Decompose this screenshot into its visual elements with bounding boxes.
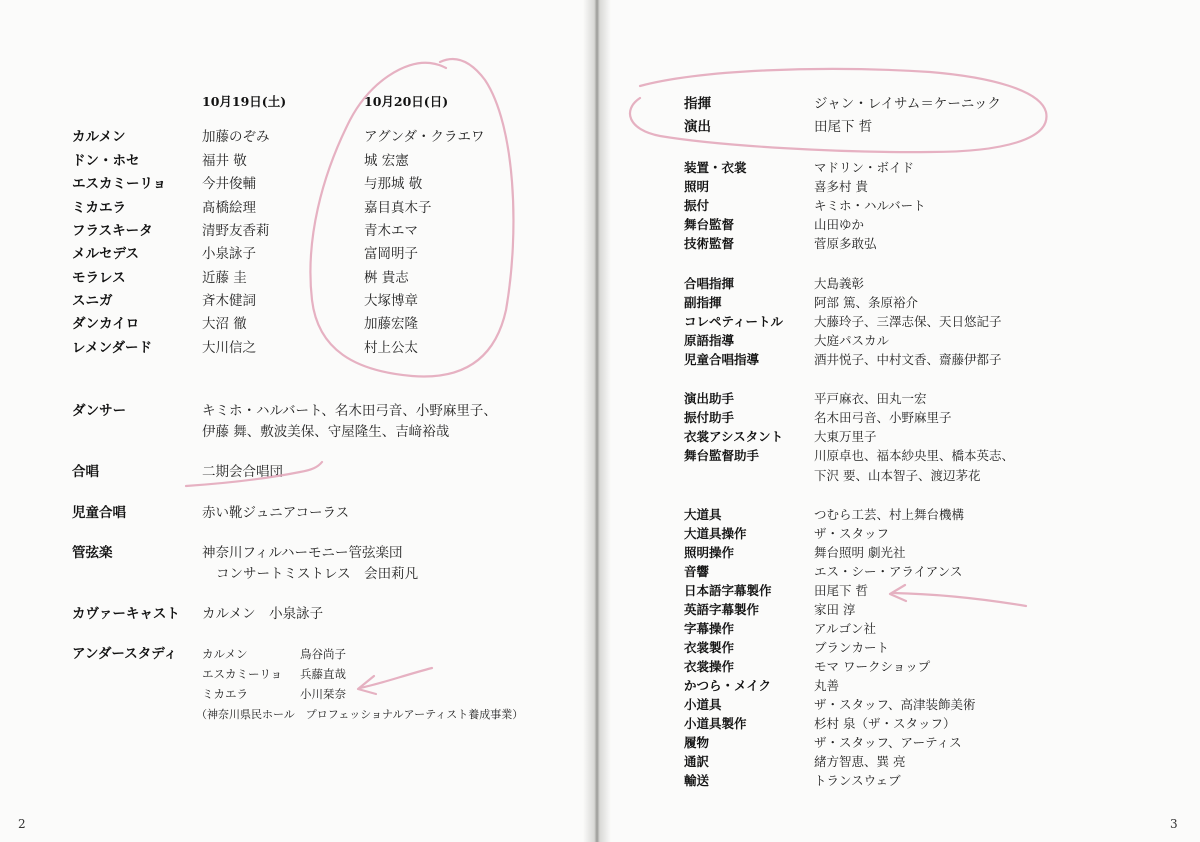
credit-role: 衣裳操作 xyxy=(684,659,735,674)
cast-day1-name: 加藤のぞみ xyxy=(202,129,270,145)
credit-role: 振付 xyxy=(684,198,710,213)
credit-role: 小道具 xyxy=(684,697,722,712)
credit-role: 舞台監督 xyxy=(684,217,735,232)
credit-role: 小道具製作 xyxy=(684,716,747,731)
credit-name: 酒井悦子、中村文香、齋藤伊都子 xyxy=(814,352,1002,367)
credit-name: 緒方智恵、巽 亮 xyxy=(814,754,906,769)
chorus-value: 二期会合唱団 xyxy=(202,464,283,480)
credit-role: 日本語字幕製作 xyxy=(684,583,772,598)
understudy-note: （神奈川県民ホール プロフェッショナルアーティスト養成事業） xyxy=(196,708,524,721)
cast-role: エスカミーリョ xyxy=(72,176,167,192)
cast-role: ダンカイロ xyxy=(72,316,140,332)
cast-role: フラスキータ xyxy=(72,223,153,239)
orchestra-line2: コンサートミストレス 会田莉凡 xyxy=(216,566,419,582)
credit-name: 下沢 要、山本智子、渡辺茅花 xyxy=(814,468,981,483)
orchestra-line1: 神奈川フィルハーモニー管弦楽団 xyxy=(202,545,403,561)
credit-role: 技術監督 xyxy=(684,236,735,251)
cast-day1-name: 大沼 徹 xyxy=(202,316,247,332)
date-day2: 10月20日(日) xyxy=(364,94,449,109)
cast-day2-name: アグンダ・クラエワ xyxy=(364,129,485,145)
credit-role: 照明 xyxy=(684,179,710,194)
credit-name: 舞台照明 劇光社 xyxy=(814,545,906,560)
credit-name: 大庭パスカル xyxy=(814,333,890,348)
credit-name: 丸善 xyxy=(814,678,840,693)
credit-role: 合唱指揮 xyxy=(684,276,735,291)
credit-role: 輸送 xyxy=(684,773,710,788)
understudy-role: エスカミーリョ xyxy=(202,667,283,681)
cast-day1-name: 近藤 圭 xyxy=(202,270,247,286)
credit-name: キミホ・ハルバート xyxy=(814,198,926,213)
credit-name: 菅原多敢弘 xyxy=(814,236,877,251)
credit-role: かつら・メイク xyxy=(684,678,772,693)
cast-role: レメンダード xyxy=(72,340,153,356)
cast-day2-name: 城 宏憲 xyxy=(364,153,409,169)
cast-role: スニガ xyxy=(72,293,113,309)
credit-name: 田尾下 哲 xyxy=(814,119,873,135)
credit-role: 大道具操作 xyxy=(684,526,747,541)
credit-name: トランスウェブ xyxy=(814,773,901,788)
page-number-left: 2 xyxy=(18,817,26,831)
cast-day2-name: 嘉目真木子 xyxy=(364,200,432,216)
cast-day2-name: 桝 貴志 xyxy=(364,270,409,286)
cast-day2-name: 村上公太 xyxy=(364,340,418,356)
credit-role: 字幕操作 xyxy=(684,621,735,636)
credit-name: 名木田弓音、小野麻里子 xyxy=(814,410,952,425)
credit-role: 演出助手 xyxy=(684,391,735,406)
cast-day1-name: 今井俊輔 xyxy=(202,176,256,192)
credit-name: 大東万里子 xyxy=(814,429,877,444)
understudy-role: ミカエラ xyxy=(202,687,248,701)
dancers-line1: キミホ・ハルバート、名木田弓音、小野麻里子、 xyxy=(202,403,497,419)
credit-name: 家田 淳 xyxy=(814,602,856,617)
understudy-label: アンダースタディ xyxy=(72,646,178,662)
credit-name: マドリン・ボイド xyxy=(814,160,915,175)
cast-day2-name: 富岡明子 xyxy=(364,246,418,262)
credit-name: 杉村 泉（ザ・スタッフ） xyxy=(814,716,956,731)
orchestra-label: 管弦楽 xyxy=(72,545,113,561)
credit-role: 衣裳製作 xyxy=(684,640,735,655)
credit-role: 英語字幕製作 xyxy=(684,602,760,617)
credit-role: 振付助手 xyxy=(684,410,735,425)
cover-cast-value: カルメン 小泉詠子 xyxy=(202,606,324,622)
children-chorus-label: 児童合唱 xyxy=(72,505,126,521)
credit-role: 音響 xyxy=(684,564,710,579)
cast-day1-name: 斉木健詞 xyxy=(202,293,256,309)
cast-role: メルセデス xyxy=(72,246,139,262)
credit-name: 山田ゆか xyxy=(814,217,865,232)
page-number-right: 3 xyxy=(1170,817,1178,831)
children-chorus-value: 赤い靴ジュニアコーラス xyxy=(202,505,350,521)
cast-day1-name: 清野友香莉 xyxy=(202,223,270,239)
credit-role: 照明操作 xyxy=(684,545,735,560)
credit-name: 阿部 篤、条原裕介 xyxy=(814,295,918,310)
understudy-name: 兵藤直哉 xyxy=(300,667,346,681)
credit-name: ジャン・レイサム＝ケーニック xyxy=(814,96,1001,112)
credit-name: 大島義彰 xyxy=(814,276,865,291)
credit-name: 田尾下 哲 xyxy=(814,583,868,598)
credit-name: 川原卓也、福本紗央里、橋本英志、 xyxy=(814,448,1015,463)
credit-role: 指揮 xyxy=(684,96,711,112)
chorus-label: 合唱 xyxy=(72,464,99,480)
dancers-line2: 伊藤 舞、敷波美保、守屋隆生、吉﨑裕哉 xyxy=(202,424,450,440)
credit-role: 舞台監督助手 xyxy=(684,448,760,463)
credit-name: ザ・スタッフ xyxy=(814,526,890,541)
cast-day1-name: 大川信之 xyxy=(202,340,256,356)
credit-role: 履物 xyxy=(684,735,710,750)
credit-role: 児童合唱指導 xyxy=(684,352,760,367)
credit-name: 平戸麻衣、田丸一宏 xyxy=(814,391,927,406)
credit-role: コレペティートル xyxy=(684,314,784,329)
credit-role: 通訳 xyxy=(684,754,710,769)
cast-day1-name: 髙橋絵理 xyxy=(202,200,256,216)
cast-role: カルメン xyxy=(72,129,126,145)
cast-day1-name: 福井 敬 xyxy=(202,153,247,169)
credit-role: 衣裳アシスタント xyxy=(684,429,784,444)
cast-day2-name: 加藤宏隆 xyxy=(364,316,418,332)
credit-name: ザ・スタッフ、高津装飾美術 xyxy=(814,697,976,712)
cover-cast-label: カヴァーキャスト xyxy=(72,606,180,622)
credit-name: モマ ワークショップ xyxy=(814,659,931,674)
understudy-name: 鳥谷尚子 xyxy=(300,647,346,661)
cast-role: モラレス xyxy=(72,270,126,286)
understudy-role: カルメン xyxy=(202,647,248,661)
understudy-name: 小川栞奈 xyxy=(300,687,346,701)
credit-role: 大道具 xyxy=(684,507,722,522)
credit-role: 装置・衣裳 xyxy=(684,160,747,175)
credit-role: 副指揮 xyxy=(684,295,722,310)
credit-role: 原語指導 xyxy=(684,333,735,348)
book-gutter xyxy=(583,0,611,842)
credit-name: アルゴン社 xyxy=(814,621,877,636)
cast-day1-name: 小泉詠子 xyxy=(202,246,256,262)
credit-name: 喜多村 貴 xyxy=(814,179,868,194)
credit-role: 演出 xyxy=(684,119,711,135)
cast-day2-name: 青木エマ xyxy=(364,223,418,239)
cast-role: ドン・ホセ xyxy=(72,153,140,169)
credit-name: ブランカート xyxy=(814,640,890,655)
cast-role: ミカエラ xyxy=(72,200,126,216)
credit-name: つむら工芸、村上舞台機構 xyxy=(814,507,965,522)
cast-day2-name: 大塚博章 xyxy=(364,293,418,309)
date-day1: 10月19日(土) xyxy=(202,94,287,109)
dancers-label: ダンサー xyxy=(72,403,127,419)
credit-name: 大藤玲子、三澤志保、天日悠記子 xyxy=(814,314,1002,329)
cast-day2-name: 与那城 敬 xyxy=(364,176,423,192)
credit-name: ザ・スタッフ、アーティス xyxy=(814,735,962,750)
credit-name: エス・シー・アライアンス xyxy=(814,564,963,579)
